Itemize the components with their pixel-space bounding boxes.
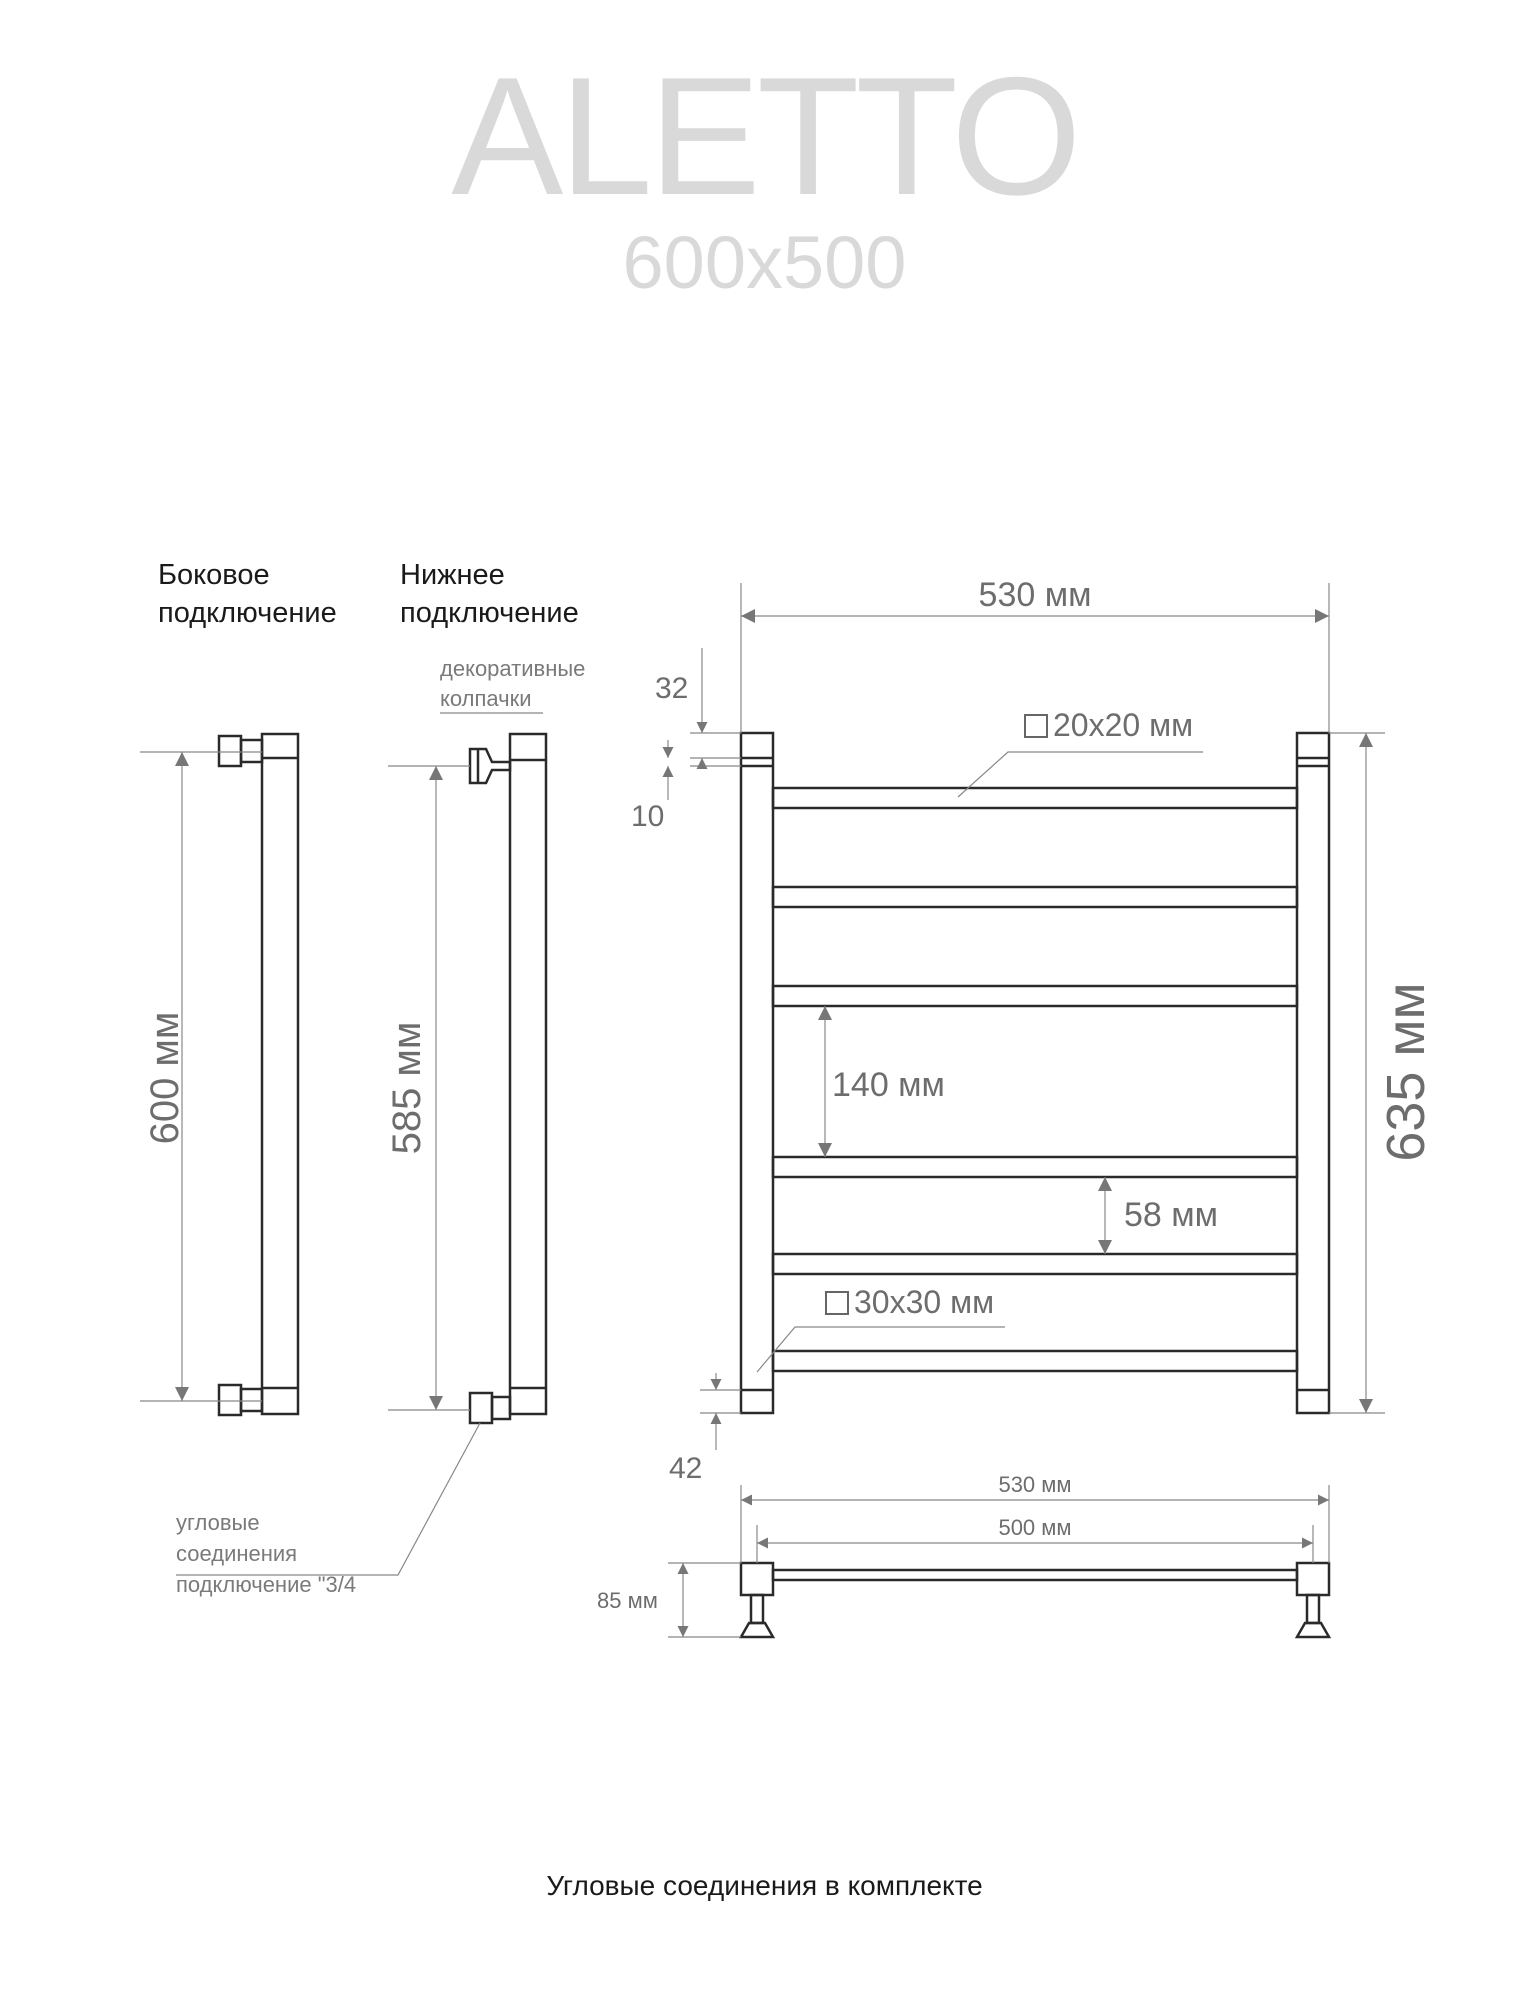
side-view-fitting-bottom [219, 1385, 262, 1415]
top-view-depth-label: 85 мм [597, 1588, 658, 1613]
top-view-width-dimensions [668, 1485, 1329, 1637]
left-post [741, 733, 773, 1413]
bottom-connection-label-line1: Нижнее [400, 559, 505, 591]
caps-note-line2: колпачки [440, 686, 532, 711]
caps-note-line1: декоративные [440, 656, 586, 681]
post-profile-label: 30x30 мм [854, 1284, 995, 1320]
top-view-outer-width-label: 530 мм [998, 1472, 1072, 1497]
top-gap-label: 10 [631, 800, 665, 833]
post-profile-square-icon [826, 1292, 848, 1314]
front-width-label: 530 мм [978, 576, 1092, 614]
fittings-note-line2: соединения [176, 1541, 298, 1566]
side-connection-label-line2: подключение [158, 597, 337, 629]
top-view-left-post [741, 1563, 773, 1595]
rung-6 [773, 1351, 1297, 1371]
rung-4 [773, 1157, 1297, 1177]
bottom-connection-view [470, 734, 546, 1423]
top-view-left-fitting [741, 1595, 773, 1637]
rung-profile-leader [958, 752, 1203, 797]
top-offset-label: 32 [655, 672, 689, 705]
side-connection-label-line1: Боковое [158, 559, 270, 591]
top-offset-dimension [668, 648, 741, 800]
rung-3 [773, 986, 1297, 1006]
rung-profile-square-icon [1025, 715, 1047, 737]
right-post [1297, 733, 1329, 1413]
bottom-view-fitting [470, 1393, 510, 1423]
product-title: ALETTO [451, 42, 1078, 230]
rung-2 [773, 887, 1297, 907]
rung-profile-label: 20x20 мм [1053, 707, 1194, 743]
front-view [741, 733, 1329, 1413]
bottom-view-post [510, 734, 546, 1414]
rung-5 [773, 1254, 1297, 1274]
bottom-offset-label: 42 [669, 1452, 703, 1485]
rung-1 [773, 788, 1297, 808]
side-view-height-label: 600 мм [143, 1011, 187, 1145]
footer-note: Угловые соединения в комплекте [546, 1870, 983, 1901]
bottom-connection-label-line2: подключение [400, 597, 579, 629]
top-view-inner-width-label: 500 мм [998, 1515, 1072, 1540]
rung-pitch-label: 140 мм [832, 1066, 945, 1104]
top-view-right-post [1297, 1563, 1329, 1595]
product-size: 600x500 [622, 221, 907, 304]
top-view [741, 1563, 1329, 1637]
top-view-right-fitting [1297, 1595, 1329, 1637]
fittings-note-line3: подключение "3/4 [176, 1572, 357, 1597]
side-connection-view [219, 734, 298, 1415]
side-view-post [262, 734, 298, 1414]
front-height-label: 635 мм [1376, 982, 1436, 1162]
rung-gap-label: 58 мм [1124, 1196, 1219, 1234]
fittings-note-line1: угловые [176, 1510, 260, 1535]
post-profile-leader [757, 1327, 1005, 1372]
bottom-offset-dimension [700, 1373, 741, 1450]
side-view-fitting-top [219, 736, 262, 766]
decorative-cap [470, 749, 510, 783]
top-view-rung [773, 1570, 1297, 1580]
bottom-view-height-label: 585 мм [385, 1021, 429, 1155]
